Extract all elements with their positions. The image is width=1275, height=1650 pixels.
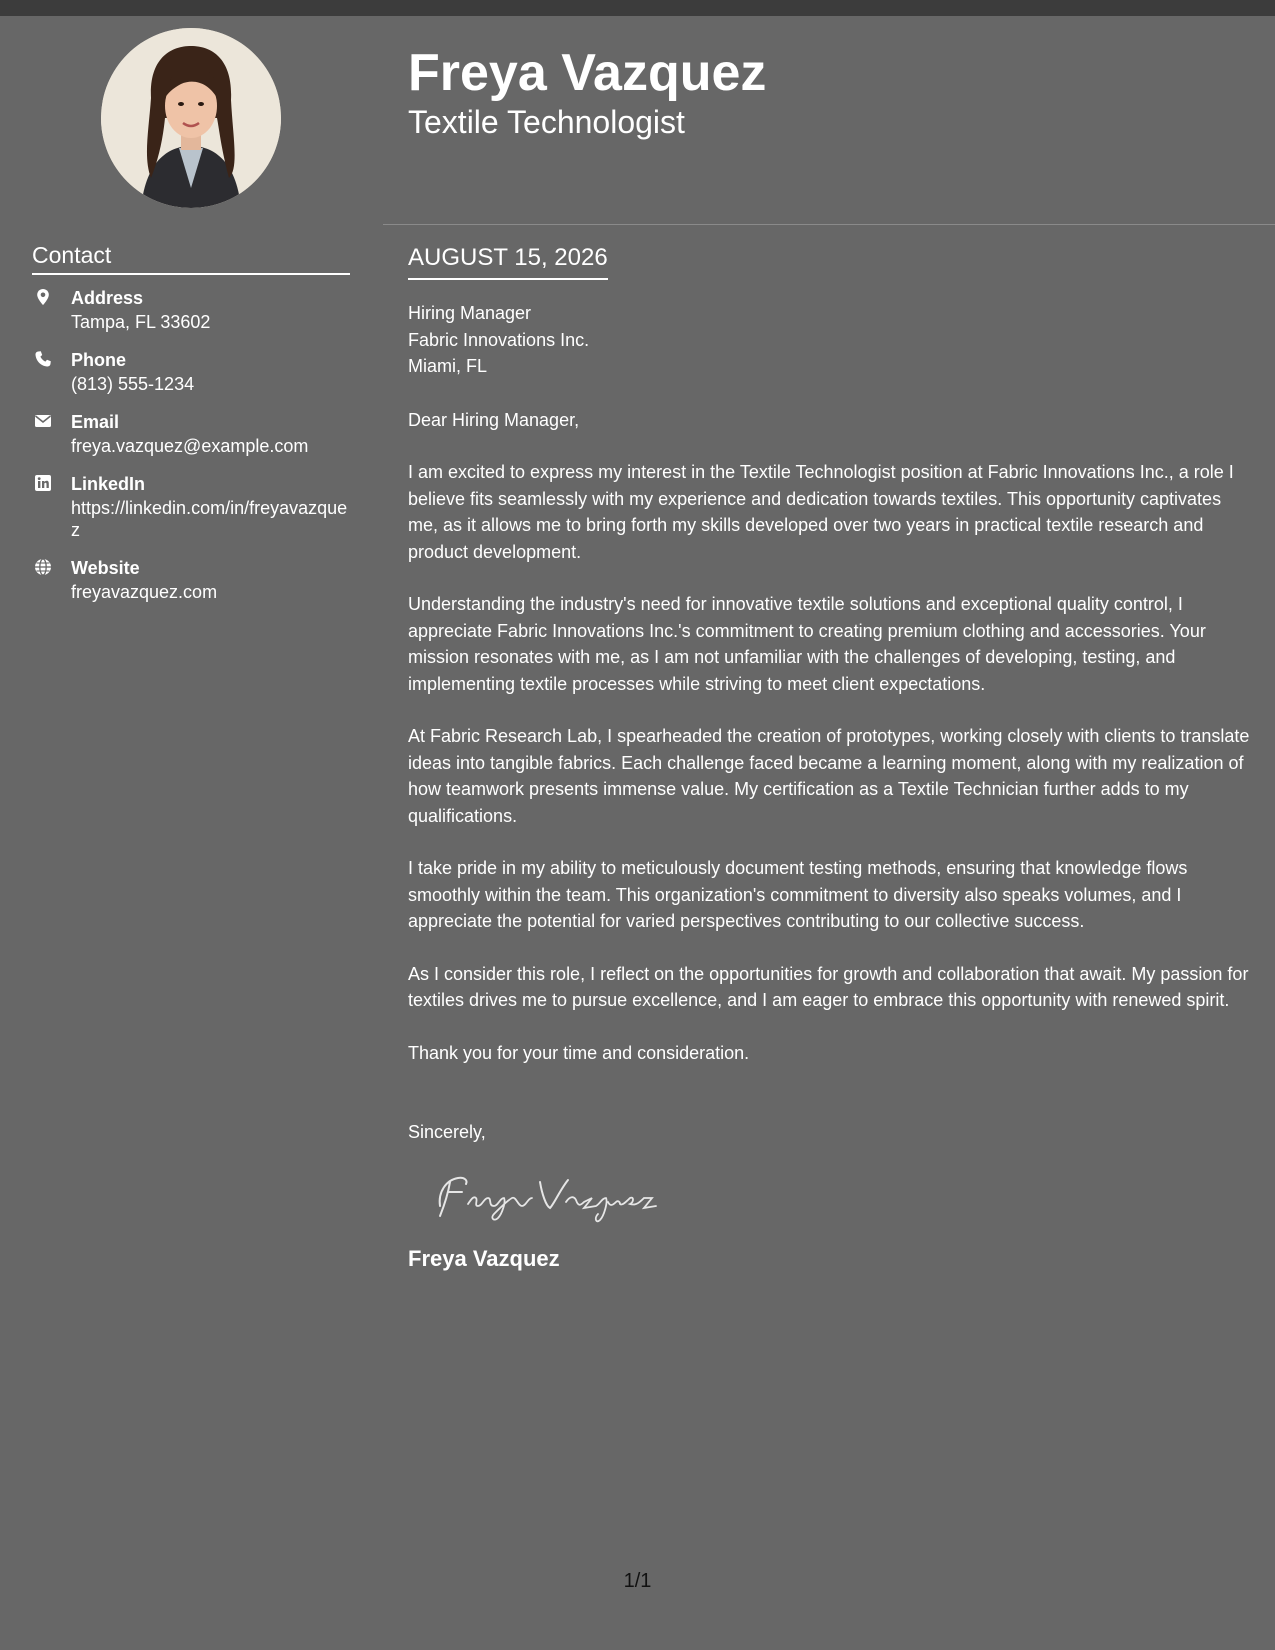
globe-icon [34, 558, 52, 576]
address-value: Tampa, FL 33602 [71, 312, 211, 332]
header-divider [383, 224, 1275, 225]
recipient-line: Fabric Innovations Inc. [408, 329, 590, 350]
recipient-line: Miami, FL [408, 356, 488, 376]
paragraph: I am excited to express my interest in the Textile Technologist position at Fabric Innovations Inc., a role I believe fits seamlessly with my experience and dedication towards textiles. This opportunity captivates me, as it allows me to bring forth my skills developed over two years in practical textile research and product development. [408, 462, 1234, 562]
email-value[interactable]: freya.vazquez@example.com [71, 436, 309, 456]
phone-value[interactable]: (813) 555-1234 [71, 374, 195, 394]
profile-photo [101, 28, 281, 208]
recipient-block [408, 300, 1254, 380]
paragraph: As I consider this role, I reflect on the opportunities for growth and collaboration that await. My passion for textiles drives me to pursue excellence, and I am eager to embrace this opportunity with renewed spirit. [408, 963, 1249, 1010]
contact-list [32, 286, 352, 618]
contact-item-email [32, 410, 352, 457]
handwritten-signature [428, 1162, 668, 1232]
top-bar [0, 0, 1275, 16]
envelope-icon [34, 412, 52, 430]
letter-body [408, 242, 1254, 1274]
contact-item-address [32, 286, 352, 333]
recipient-line: Hiring Manager [408, 303, 532, 323]
website-value[interactable]: freyavazquez.com [71, 582, 218, 602]
contact-item-linkedin [32, 472, 352, 541]
contact-label: Website [71, 558, 140, 578]
signed-name: Freya Vazquez [408, 1245, 560, 1271]
paragraph: At Fabric Research Lab, I spearheaded the creation of prototypes, working closely with clients to translate ideas into tangible fabrics. Each challenge faced became a learning moment, along with my realization of how teamwork presents immense value. My certification as a Textile Technician further adds to my qualifications. [408, 726, 1250, 826]
linkedin-value[interactable]: https://linkedin.com/in/freyavazquez [71, 498, 348, 540]
linkedin-icon [34, 474, 52, 492]
paragraph: I take pride in my ability to meticulously document testing methods, ensuring that knowledge flows smoothly within the team. This organization's commitment to diversity also speaks volumes, and I appreciate the potential for varied perspectives contributing to our collective success. [408, 858, 1188, 931]
closing: Sincerely, [408, 1122, 486, 1142]
candidate-name: Freya Vazquez [408, 44, 767, 102]
letter-date: AUGUST 15, 2026 [408, 242, 608, 280]
paragraph: Understanding the industry's need for innovative textile solutions and exceptional quality control, I appreciate Fabric Innovations Inc.'s commitment to creating premium clothing and accessories. Your mission resonates with me, as I am not unfamiliar with the challenges of developing, testing, and implementing textile processes while striving to meet client expectations. [408, 594, 1206, 694]
salutation: Dear Hiring Manager, [408, 409, 580, 430]
candidate-title: Textile Technologist [408, 104, 685, 140]
paragraph: Thank you for your time and consideration. [408, 1042, 750, 1063]
contact-item-website [32, 556, 352, 603]
contact-label: Phone [71, 350, 127, 370]
sidebar [0, 16, 383, 1650]
contact-heading: Contact [32, 241, 350, 275]
contact-item-phone [32, 348, 352, 395]
contact-label: LinkedIn [71, 474, 146, 494]
phone-icon [34, 350, 52, 368]
contact-label: Address [71, 288, 144, 308]
page-number: 1/1 [623, 1570, 652, 1592]
location-pin-icon [34, 288, 52, 306]
contact-label: Email [71, 412, 120, 432]
